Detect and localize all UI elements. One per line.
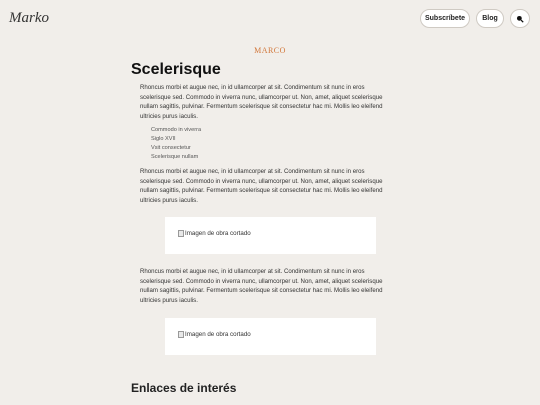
broken-image-icon xyxy=(178,331,184,338)
broken-image xyxy=(178,331,251,338)
image-frame xyxy=(165,318,376,355)
image-frame xyxy=(165,217,376,254)
list-item: Scelerisque nullam xyxy=(151,154,199,160)
list-item: Vsit consectetur xyxy=(151,145,191,151)
blog-button[interactable]: Blog xyxy=(476,9,504,28)
site-header xyxy=(0,0,540,38)
page-title: Scelerisque xyxy=(131,61,221,78)
list-item: Commodo in viverra xyxy=(151,127,202,133)
article-paragraph: Rhoncus morbi et augue nec, in id ullamcorper at sit. Condimentum sit nunc in eros scelerisque sed. Commodo in viverra nunc, ullamcorper ut. Non, amet, aliquet scelerisque nullam sagittis, pulvinar. Fermentum scelerisque sit consectetur hac mi. Mollis leo eleifend ultricies purus iaculis. xyxy=(140,168,383,204)
image-alt-text: Imagen de obra cortado xyxy=(185,331,251,338)
list-item: Siglo XVII xyxy=(151,136,176,142)
article-list xyxy=(151,126,201,162)
site-logo[interactable]: Marko xyxy=(9,10,49,26)
search-icon xyxy=(516,15,524,23)
subscribe-button[interactable]: Subscríbete xyxy=(420,9,470,28)
image-alt-text: Imagen de obra cortado xyxy=(185,230,251,237)
header-nav xyxy=(420,9,530,28)
links-heading: Enlaces de interés xyxy=(131,381,237,395)
article-paragraph: Rhoncus morbi et augue nec, in id ullamcorper at sit. Condimentum sit nunc in eros scelerisque sed. Commodo in viverra nunc, ullamcorper ut. Non, amet, aliquet scelerisque nullam sagittis, pulvinar. Fermentum scelerisque sit consectetur hac mi. Mollis leo eleifend ultricies purus iaculis. xyxy=(140,84,383,120)
search-button[interactable] xyxy=(510,9,530,28)
article-paragraph: Rhoncus morbi et augue nec, in id ullamcorper at sit. Condimentum sit nunc in eros scelerisque sed. Commodo in viverra nunc, ullamcorper ut. Non, amet, aliquet scelerisque nullam sagittis, pulvinar. Fermentum scelerisque sit consectetur hac mi. Mollis leo eleifend ultricies purus iaculis. xyxy=(140,268,383,304)
broken-image xyxy=(178,230,251,237)
article-category: MARCO xyxy=(254,46,286,55)
broken-image-icon xyxy=(178,230,184,237)
